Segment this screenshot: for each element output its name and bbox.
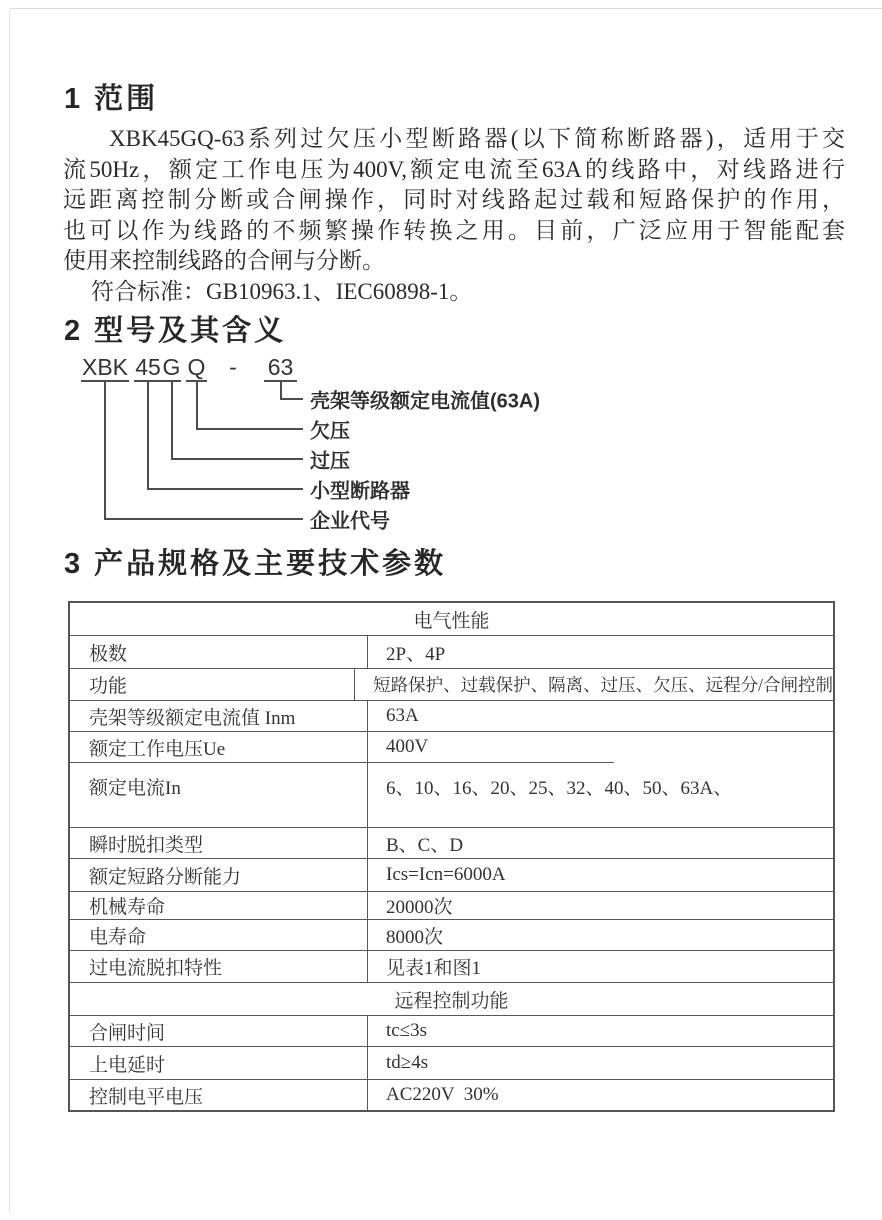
row-label: 功能 — [70, 669, 355, 700]
segment-underline — [186, 380, 207, 382]
table-row-overcurrent-characteristic — [70, 950, 833, 982]
row-label: 合闸时间 — [70, 1016, 368, 1046]
row-label: 额定短路分断能力 — [70, 859, 368, 891]
partial-row-border — [70, 762, 614, 763]
table-row-control-voltage — [70, 1079, 833, 1110]
model-segment-xbk: XBK — [81, 354, 129, 380]
model-segment-g: G — [162, 354, 181, 380]
row-value: AC220V 30% — [386, 1084, 499, 1105]
row-label: 电寿命 — [70, 920, 368, 950]
model-segment-dash: - — [229, 354, 237, 380]
segment-underline — [134, 380, 162, 382]
table-row-closing-time — [70, 1015, 833, 1046]
row-label: 额定电流In — [70, 762, 368, 827]
table-row-breaking-capacity — [70, 858, 833, 891]
connector-line-q — [196, 382, 198, 429]
spec-table — [68, 601, 835, 1112]
segment-underline — [81, 380, 129, 382]
segment-underline — [162, 380, 181, 382]
row-value: 8000次 — [386, 926, 444, 948]
row-value: B、C、D — [386, 834, 464, 856]
row-value: td≥4s — [386, 1052, 429, 1073]
connector-line-q-h — [196, 428, 303, 430]
table-row-rated-voltage — [70, 731, 833, 762]
scan-edge-top — [9, 8, 882, 9]
table-row-electrical-life — [70, 919, 833, 950]
connector-line-g-h — [171, 458, 303, 460]
scan-edge-left — [9, 8, 10, 1213]
row-value: 400V — [386, 736, 429, 757]
row-label: 壳架等级额定电流值 Inm — [70, 701, 368, 731]
paragraph-line: XBK45GQ-63系列过欠压小型断路器(以下简称断路器)，适用于交 — [109, 126, 845, 151]
row-value: 2P、4P — [386, 643, 446, 665]
paragraph-line: 流50Hz，额定工作电压为400V,额定电流至63A的线路中，对线路进行 — [63, 156, 845, 182]
row-value: 见表1和图1 — [386, 958, 482, 979]
paragraph-line: 使用来控制线路的合闸与分断。 — [63, 248, 385, 273]
row-label: 额定工作电压Ue — [70, 732, 368, 762]
row-label: 极数 — [70, 636, 368, 668]
connector-line-63 — [280, 382, 282, 399]
model-segment-label-undervoltage: 欠压 — [310, 420, 350, 443]
model-segment-label-overvoltage: 过压 — [310, 450, 350, 473]
table-row-rated-current — [70, 762, 833, 827]
row-value: 20000次 — [386, 897, 453, 918]
paragraph-line: 远距离控制分断或合闸操作，同时对线路起过载和短路保护的作用， — [63, 187, 845, 212]
model-segment-label-mcb: 小型断路器 — [310, 480, 410, 503]
section3-heading: 3 产品规格及主要技术参数 — [64, 548, 447, 580]
connector-line-63-h — [280, 398, 303, 400]
row-value: 6、10、16、20、25、32、40、50、63A、 — [386, 778, 733, 799]
model-segment-label-frame-current: 壳架等级额定电流值(63A) — [310, 390, 541, 413]
table-section-header-remote — [70, 982, 833, 1015]
model-segment-q: Q — [187, 354, 206, 380]
row-label: 机械寿命 — [70, 892, 368, 919]
row-label: 上电延时 — [70, 1047, 368, 1079]
table-row-mechanical-life — [70, 891, 833, 919]
paragraph-line: 也可以作为线路的不频繁操作转换之用。目前，广泛应用于智能配套 — [63, 217, 845, 243]
row-value: 短路保护、过载保护、隔离、过压、欠压、远程分/合闸控制 — [373, 675, 833, 695]
table-row-poles — [70, 635, 833, 668]
section1-heading: 1 范围 — [64, 83, 159, 115]
row-value: Ics=Icn=6000A — [386, 864, 506, 885]
table-row-frame-current — [70, 700, 833, 731]
row-value: 63A — [386, 705, 419, 726]
table-row-functions — [70, 668, 833, 700]
row-label: 过电流脱扣特性 — [70, 951, 368, 982]
connector-line-45-h — [147, 488, 303, 490]
table-section-header-electrical — [70, 603, 833, 635]
connector-line-g — [171, 382, 173, 459]
model-segment-45: 45 — [135, 354, 161, 380]
table-section-header-text: 远程控制功能 — [394, 990, 509, 1012]
section1-paragraph — [63, 124, 845, 307]
connector-line-xbk-h — [104, 518, 303, 520]
connector-line-45 — [147, 382, 149, 488]
row-label: 瞬时脱扣类型 — [70, 828, 368, 858]
connector-line-xbk — [104, 382, 106, 518]
model-segment-label-company-code: 企业代号 — [310, 510, 390, 533]
standards-line: 符合标准：GB10963.1、IEC60898-1。 — [91, 278, 473, 304]
section2-heading: 2 型号及其含义 — [64, 315, 287, 347]
table-row-trip-type — [70, 827, 833, 858]
table-section-header-text: 电气性能 — [413, 610, 490, 632]
row-value: tc≤3s — [386, 1020, 428, 1041]
model-segment-63: 63 — [267, 354, 294, 380]
row-label: 控制电平电压 — [70, 1080, 368, 1110]
segment-underline — [264, 380, 297, 382]
table-row-power-on-delay — [70, 1046, 833, 1079]
